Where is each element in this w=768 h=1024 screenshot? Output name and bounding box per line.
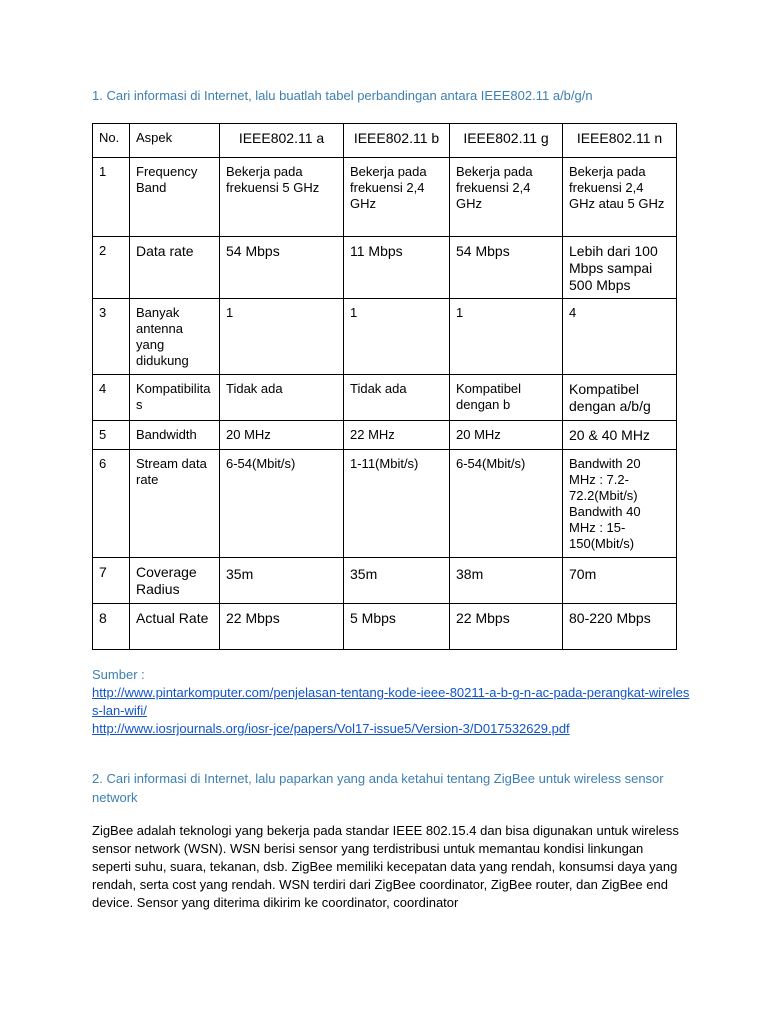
table-row — [93, 158, 677, 237]
table-cell: 35m — [220, 558, 344, 604]
sources-label: Sumber : — [92, 667, 145, 682]
table-cell: 7 — [93, 558, 130, 604]
header-cell-no: No. — [93, 124, 130, 158]
table-row — [93, 450, 677, 558]
table-cell: Bandwidth — [130, 421, 220, 450]
table-cell: Bekerja pada frekuensi 2,4 GHz atau 5 GHz — [563, 158, 677, 237]
table-cell: 1 — [93, 158, 130, 237]
table-cell: 2 — [93, 237, 130, 299]
table-cell: Actual Rate — [130, 604, 220, 650]
table-cell: 1 — [450, 299, 563, 375]
table-cell: Coverage Radius — [130, 558, 220, 604]
header-cell-aspek: Aspek — [130, 124, 220, 158]
source-link-2[interactable]: http://www.iosrjournals.org/iosr-jce/papers/Vol17-issue5/Version-3/D017532629.pdf — [92, 721, 570, 736]
table-cell: 6-54(Mbit/s) — [450, 450, 563, 558]
table-cell: Tidak ada — [344, 375, 450, 421]
table-cell: Bekerja pada frekuensi 2,4 GHz — [344, 158, 450, 237]
table-cell: Lebih dari 100 Mbps sampai 500 Mbps — [563, 237, 677, 299]
source-link-1[interactable]: http://www.pintarkomputer.com/penjelasan-tentang-kode-ieee-80211-a-b-g-n-ac-pada-perangkat-wireless-lan-wifi/ — [92, 685, 690, 718]
header-cell-b: IEEE802.11 b — [344, 124, 450, 158]
zigbee-paragraph: ZigBee adalah teknologi yang bekerja pada standar IEEE 802.15.4 dan bisa digunakan untuk wireless sensor network (WSN). WSN berisi sensor yang terdistribusi untuk memantau kondisi linkungan seperti suhu, suara, tekanan, dsb. ZigBee memiliki kecepatan data yang rendah, konsumsi daya yang rendah, serta cost yang rendah. WSN terdiri dari ZigBee coordinator, ZigBee router, dan ZigBee end device. Sensor yang diterima dikirim ke coordinator, coordinator — [92, 823, 679, 910]
table-row — [93, 299, 677, 375]
table-cell: Tidak ada — [220, 375, 344, 421]
sources-block — [92, 666, 692, 738]
table-cell: 1 — [220, 299, 344, 375]
table-cell: 4 — [563, 299, 677, 375]
table-row — [93, 237, 677, 299]
table-cell: 5 — [93, 421, 130, 450]
table-cell: Bekerja pada frekuensi 5 GHz — [220, 158, 344, 237]
table-cell: Kompatibel dengan b — [450, 375, 563, 421]
table-row — [93, 558, 677, 604]
table-cell: Stream data rate — [130, 450, 220, 558]
table-header-row — [93, 124, 677, 158]
table-cell: 35m — [344, 558, 450, 604]
table-cell: Kompatibel dengan a/b/g — [563, 375, 677, 421]
table-cell: 6-54(Mbit/s) — [220, 450, 344, 558]
table-cell: 22 Mbps — [220, 604, 344, 650]
table-cell: 6 — [93, 450, 130, 558]
table-cell: 20 MHz — [220, 421, 344, 450]
table-cell: 11 Mbps — [344, 237, 450, 299]
table-cell: 4 — [93, 375, 130, 421]
table-cell: Bekerja pada frekuensi 2,4 GHz — [450, 158, 563, 237]
table-cell: Kompatibilitas — [130, 375, 220, 421]
table-cell: 20 & 40 MHz — [563, 421, 677, 450]
table-cell: 3 — [93, 299, 130, 375]
question-2-heading: 2. Cari informasi di Internet, lalu paparkan yang anda ketahui tentang ZigBee untuk wireless sensor network — [92, 771, 664, 805]
table-cell: 1-11(Mbit/s) — [344, 450, 450, 558]
table-cell: 80-220 Mbps — [563, 604, 677, 650]
table-row — [93, 604, 677, 650]
question-1-heading: 1. Cari informasi di Internet, lalu buatlah tabel perbandingan antara IEEE802.11 a/b/g/n — [92, 88, 593, 103]
header-cell-a: IEEE802.11 a — [220, 124, 344, 158]
table-cell: Data rate — [130, 237, 220, 299]
header-cell-g: IEEE802.11 g — [450, 124, 563, 158]
table-cell: 22 Mbps — [450, 604, 563, 650]
table-cell: 38m — [450, 558, 563, 604]
header-cell-n: IEEE802.11 n — [563, 124, 677, 158]
table-cell: 20 MHz — [450, 421, 563, 450]
table-cell: 1 — [344, 299, 450, 375]
table-cell: Frequency Band — [130, 158, 220, 237]
table-row — [93, 375, 677, 421]
comparison-table — [92, 123, 677, 650]
table-cell: 8 — [93, 604, 130, 650]
table-cell: Bandwith 20 MHz : 7.2-72.2(Mbit/s) Bandwith 40 MHz : 15-150(Mbit/s) — [563, 450, 677, 558]
table-cell: 54 Mbps — [450, 237, 563, 299]
table-cell: 54 Mbps — [220, 237, 344, 299]
table-row — [93, 421, 677, 450]
table-cell: Banyak antenna yang didukung — [130, 299, 220, 375]
table-cell: 70m — [563, 558, 677, 604]
table-cell: 22 MHz — [344, 421, 450, 450]
table-cell: 5 Mbps — [344, 604, 450, 650]
